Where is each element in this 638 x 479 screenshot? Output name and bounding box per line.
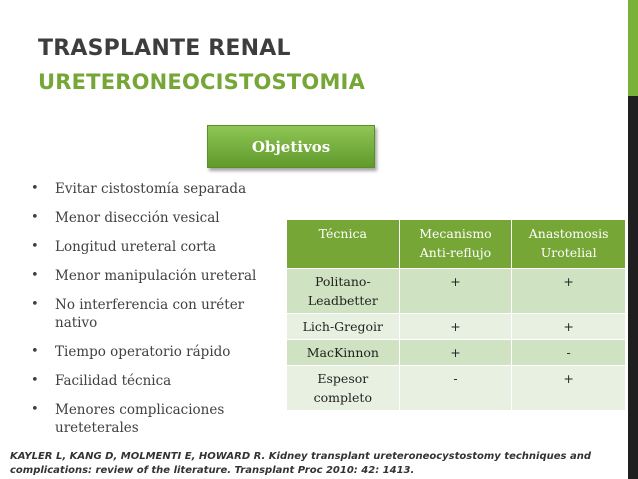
header-urothelial: Anastomosis Urotelial [512, 220, 626, 269]
techniques-table [286, 219, 626, 411]
list-item-text: Tiempo operatorio rápido [55, 344, 231, 360]
objectives-button[interactable]: Objetivos [207, 125, 375, 168]
table-row [287, 366, 626, 411]
list-item-text: Longitud ureteral corta [55, 239, 217, 255]
citation [10, 450, 610, 478]
list-item [28, 296, 278, 332]
list-item-text: Menor disección vesical [55, 210, 220, 226]
bullet-icon: • [31, 210, 39, 225]
table-cell: + [399, 269, 512, 314]
table-cell: + [512, 314, 626, 340]
table-cell: Lich-Gregoir [287, 314, 400, 340]
citation-line: complications: review of the literature. Transplant Proc 2010: 42: 1413. [10, 465, 415, 476]
bullet-icon: • [31, 402, 39, 417]
table-row [287, 340, 626, 366]
bullet-icon: • [31, 268, 39, 283]
bullet-icon: • [31, 373, 39, 388]
table-cell: + [512, 269, 626, 314]
table-cell: Politano-Leadbetter [287, 269, 400, 314]
right-edge-bar [628, 0, 638, 479]
citation-line: KAYLER L, KANG D, MOLMENTI E, HOWARD R. Kidney transplant ureteroneocystostomy techniques and [10, 451, 591, 462]
header-technique: Técnica [287, 220, 400, 269]
table-row [287, 314, 626, 340]
list-item [28, 343, 278, 361]
bullet-icon: • [31, 239, 39, 254]
list-item [28, 267, 278, 285]
table-cell: Espesor completo [287, 366, 400, 411]
table-header-row [287, 220, 626, 269]
slide-title-line2: URETERONEOCISTOSTOMIA [38, 70, 366, 94]
bullet-icon: • [31, 181, 39, 196]
list-item-text: Evitar cistostomía separada [55, 181, 247, 197]
slide-title-line1: TRASPLANTE RENAL [38, 36, 291, 61]
bullet-icon: • [31, 297, 39, 312]
list-item [28, 401, 278, 437]
table-cell: - [512, 340, 626, 366]
list-item [28, 372, 278, 390]
table-cell: MacKinnon [287, 340, 400, 366]
right-edge-accent [628, 0, 638, 96]
table-cell: + [399, 314, 512, 340]
table-row [287, 269, 626, 314]
objectives-list [28, 180, 278, 448]
header-antireflux: Mecanismo Anti-reflujo [399, 220, 512, 269]
list-item-text: Facilidad técnica [55, 373, 172, 389]
list-item-text: Menores complicaciones ureteterales [55, 402, 225, 436]
list-item-text: Menor manipulación ureteral [55, 268, 257, 284]
list-item-text: No interferencia con uréter nativo [55, 297, 245, 331]
list-item [28, 238, 278, 256]
list-item [28, 180, 278, 198]
bullet-icon: • [31, 344, 39, 359]
list-item [28, 209, 278, 227]
table-cell: + [399, 340, 512, 366]
table-cell: - [399, 366, 512, 411]
table-cell: + [512, 366, 626, 411]
